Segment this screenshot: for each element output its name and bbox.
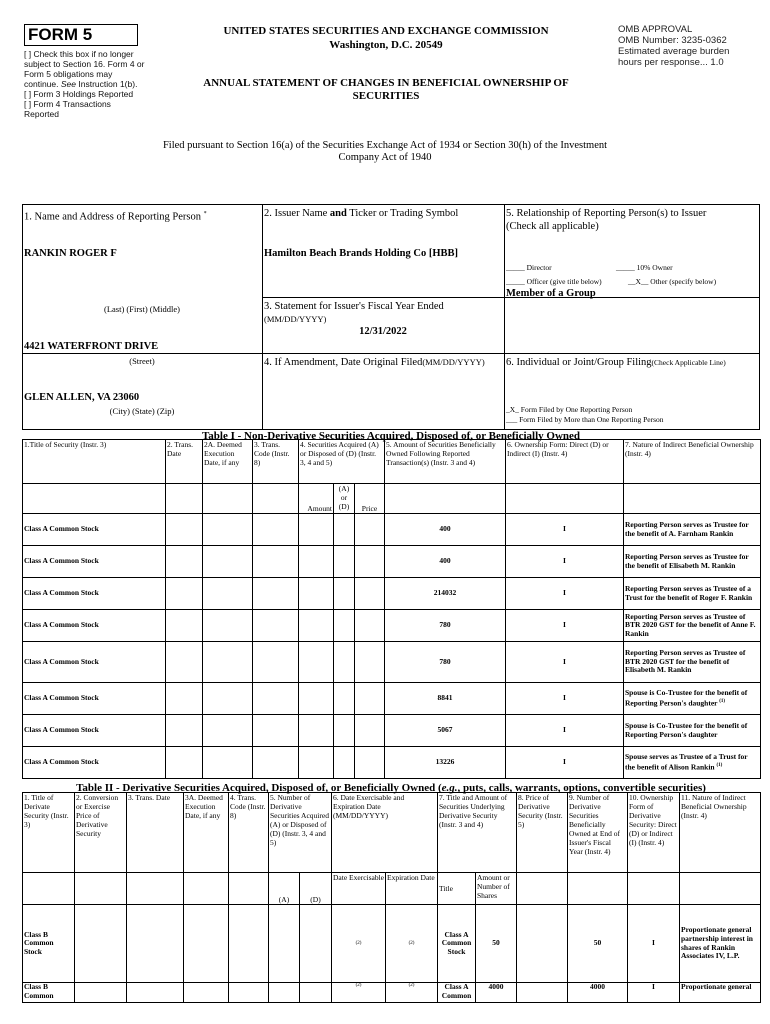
box5-sub: (Check all applicable) [506, 221, 599, 232]
box3-format: (MM/DD/YYYY) [264, 314, 327, 324]
table-row: Class A Common Stock 400 I Reporting Person serves as Trustee for the benefit of A. Farnham Rankin [23, 514, 761, 546]
t1-col-nature: 7. Nature of Indirect Beneficial Ownership (Instr. 4) [624, 440, 761, 484]
t2-sub-title: Title [438, 873, 476, 905]
t2-col-title: 1. Title of Derivate Security (Instr. 3) [23, 793, 75, 873]
box1-label: 1. Name and Address of Reporting Person * [24, 211, 207, 223]
table-row: Class A Common Stock 5067 I Spouse is Co-Trustee for the benefit of Reporting Person's daughter [23, 715, 761, 747]
street-caption: (Street) [129, 356, 155, 366]
table1-title: Table I - Non-Derivative Securities Acquired, Disposed of, or Beneficially Owned [201, 430, 581, 442]
t1-col-deemed: 2A. Deemed Execution Date, if any [203, 440, 253, 484]
checkbox-officer[interactable]: _____ Officer (give title below) [506, 277, 602, 286]
table2-derivative [22, 792, 761, 1003]
table-row: Class A Common Stock 214032 I Reporting Person serves as Trustee of a Trust for the benefit of Roger F. Rankin [23, 578, 761, 610]
city-state-zip: GLEN ALLEN, VA 23060 [24, 392, 140, 403]
omb-burden-line2: hours per response... 1.0 [618, 57, 724, 68]
checkbox-subject-to-section-16[interactable]: [ ] Check this box if no longer subject to Section 16. Form 4 or Form 5 obligations may continue. See Instruction 1(b). [24, 49, 145, 89]
t1-col-acquired: 4. Securities Acquired (A) or Disposed of (D) (Instr. 3, 4 and 5) [299, 440, 385, 484]
checkbox-more-reporting-persons[interactable]: ___ Form Filed by More than One Reporting Person [506, 415, 664, 424]
t1-col-form: 6. Ownership Form: Direct (D) or Indirect (I) (Instr. 4) [506, 440, 624, 484]
t2-col-date: 3. Trans. Date [127, 793, 184, 873]
t2-col-deemed: 3A. Deemed Execution Date, if any [184, 793, 229, 873]
table1-non-derivative [22, 439, 761, 779]
reporting-person-name: RANKIN ROGER F [24, 248, 117, 259]
t2-col-number: 5. Number of Derivative Securities Acquired (A) or Disposed of (D) (Instr. 3, 4 and 5) [269, 793, 332, 873]
checkbox-other[interactable]: __X__ Other (specify below) [628, 277, 717, 286]
box4-label: 4. If Amendment, Date Original Filed(MM/DD/YYYY) [264, 357, 485, 368]
t1-sub-a-or-d: (A) or (D) [334, 484, 355, 514]
checkbox-ten-pct-owner[interactable]: _____ 10% Owner [616, 263, 673, 272]
checkbox-form3-holdings[interactable]: [ ] Form 3 Holdings Reported [24, 89, 134, 99]
t1-sub-amount: Amount [299, 484, 334, 514]
box5-label: 5. Relationship of Reporting Person(s) to Issuer [506, 208, 707, 219]
t2-col-form: 10. Ownership Form of Derivative Security: Direct (D) or Indirect (I) (Instr. 4) [628, 793, 680, 873]
t2-col-nature: 11. Nature of Indirect Beneficial Ownership (Instr. 4) [680, 793, 761, 873]
checkbox-one-reporting-person[interactable]: _X_ Form Filed by One Reporting Person [506, 405, 633, 414]
t2-sub-a: (A) [269, 873, 300, 905]
agency-location: Washington, D.C. 20549 [329, 39, 443, 51]
relationship-specify: Member of a Group [506, 288, 596, 299]
box6-label: 6. Individual or Joint/Group Filing(Check Applicable Line) [506, 357, 726, 368]
t2-col-underlying: 7. Title and Amount of Securities Underlying Derivative Security (Instr. 3 and 4) [438, 793, 517, 873]
table-row: Class A Common Stock 780 I Reporting Person serves as Trustee of BTR 2020 GST for the benefit of Elisabeth M. Rankin [23, 642, 761, 683]
t1-col-owned: 5. Amount of Securities Beneficially Owned Following Reported Transaction(s) (Instr. 3 and 4) [385, 440, 506, 484]
t2-col-conversion: 2. Conversion or Exercise Price of Derivative Security [75, 793, 127, 873]
omb-title: OMB APPROVAL [618, 24, 693, 35]
omb-number: OMB Number: 3235-0362 [618, 35, 727, 46]
table-row: Class A Common Stock 8841 I Spouse is Co-Trustee for the benefit of Reporting Person's daughter $^{(1)}$ [23, 683, 761, 715]
t2-col-code: 4. Trans. Code (Instr. 8) [229, 793, 269, 873]
t2-sub-expiration: Expiration Date [386, 873, 438, 905]
t1-col-date: 2. Trans. Date [166, 440, 203, 484]
t2-col-price: 8. Price of Derivative Security (Instr. 5) [517, 793, 568, 873]
name-parts-caption: (Last) (First) (Middle) [103, 304, 180, 314]
table-row: Class B Common (2) (2) Class A Common 4000 4000 I Proportionate general [23, 983, 761, 1003]
city-caption: (City) (State) (Zip) [109, 406, 175, 416]
table-row: Class A Common Stock 400 I Reporting Person serves as Trustee for the benefit of Elisabeth M. Rankin [23, 546, 761, 578]
box3-label: 3. Statement for Issuer's Fiscal Year Ended [264, 301, 444, 312]
table-row: Class B Common Stock (2) (2) Class A Common Stock 50 50 I Proportionate general partnership interest in shares of Rankin Associates IV, L.P. [23, 905, 761, 983]
box2-label: 2. Issuer Name and Ticker or Trading Symbol [264, 208, 459, 219]
statement-title: ANNUAL STATEMENT OF CHANGES IN BENEFICIAL OWNERSHIP OF SECURITIES [203, 77, 569, 102]
t2-sub-amount: Amount or Number of Shares [476, 873, 517, 905]
filed-pursuant-text: Filed pursuant to Section 16(a) of the Securities Exchange Act of 1934 or Section 30(h) of the Investment Company Act of 1940 [162, 140, 608, 163]
checkbox-form4-transactions[interactable]: [ ] Form 4 Transactions Reported [24, 99, 111, 119]
checkbox-director[interactable]: _____ Director [506, 263, 552, 272]
t2-sub-d: (D) [300, 873, 332, 905]
issuer-name: Hamilton Beach Brands Holding Co [HBB] [264, 248, 458, 259]
omb-burden-line1: Estimated average burden [618, 46, 730, 57]
table-row: Class A Common Stock 13226 I Spouse serves as Trustee of a Trust for the benefit of Alison Rankin $^{(1)}$ [23, 747, 761, 779]
table-row: Class A Common Stock 780 I Reporting Person serves as Trustee of BTR 2020 GST for the benefit of Anne F. Rankin [23, 610, 761, 642]
t2-col-dates: 6. Date Exercisable and Expiration Date (MM/DD/YYYY) [332, 793, 438, 873]
street-address: 4421 WATERFRONT DRIVE [24, 341, 159, 352]
table2-title: Table II - Derivative Securities Acquired, Disposed of, or Beneficially Owned (e.g., puts, calls, warrants, options, convertible securities) [76, 782, 706, 794]
checkbox-block [24, 49, 148, 119]
t2-col-owned: 9. Number of Derivative Securities Beneficially Owned at End of Issuer's Fiscal Year (Instr. 4) [568, 793, 628, 873]
t2-sub-exercisable: Date Exercisable [332, 873, 386, 905]
agency-name: UNITED STATES SECURITIES AND EXCHANGE COMMISSION [223, 25, 549, 37]
t1-sub-price: Price [355, 484, 385, 514]
omb-approval-block [618, 24, 758, 68]
fiscal-year-end: 12/31/2022 [359, 326, 407, 337]
t1-col-title: 1.Title of Security (Instr. 3) [23, 440, 166, 484]
t1-col-code: 3. Trans. Code (Instr. 8) [253, 440, 299, 484]
form-title: FORM 5 [24, 24, 138, 46]
